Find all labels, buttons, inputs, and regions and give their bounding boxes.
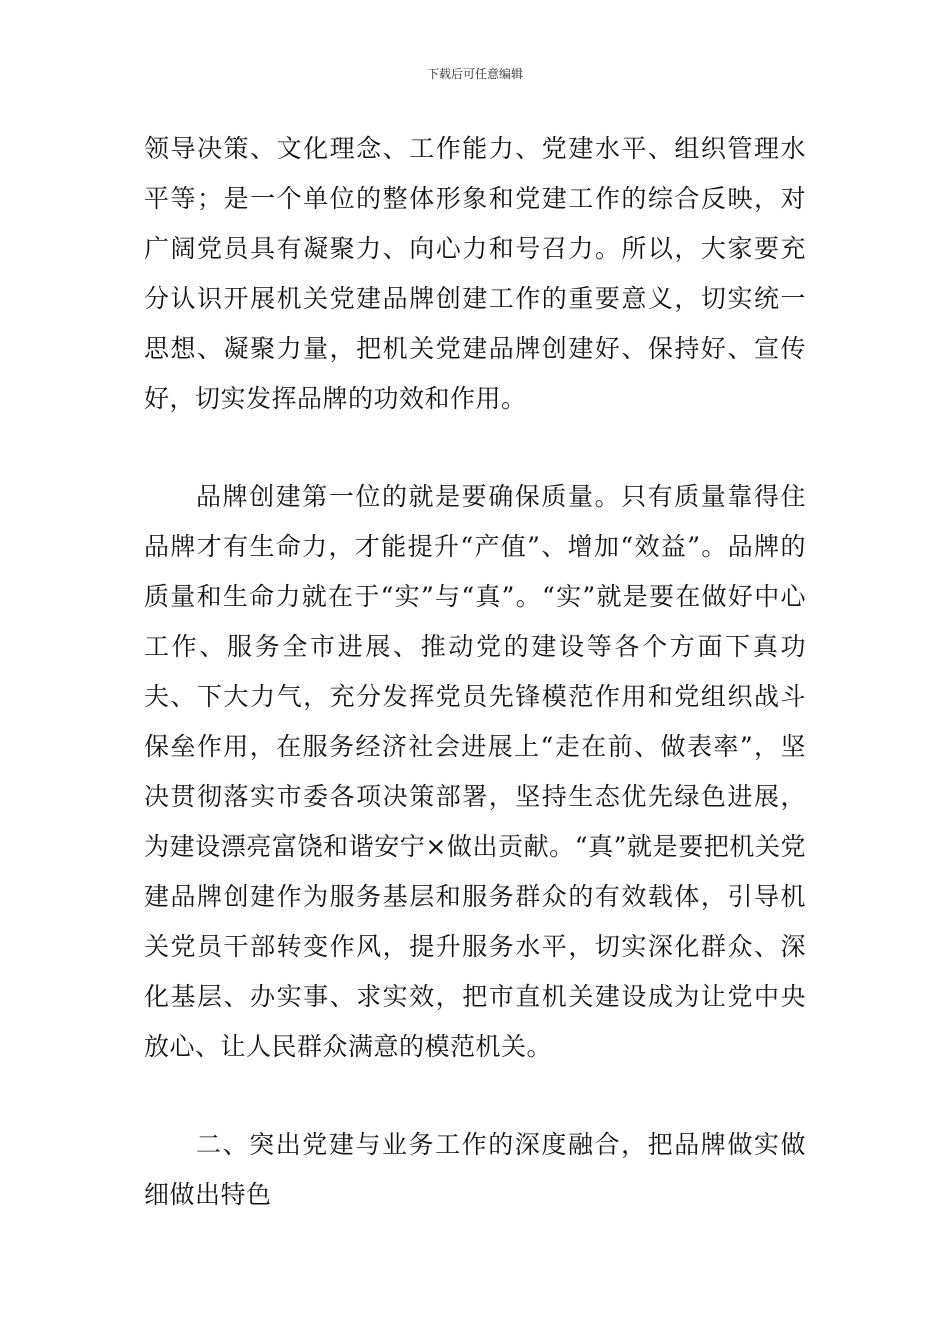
section-heading-2: 二、突出党建与业务工作的深度融合，把品牌做实做细做出特色 — [144, 1130, 806, 1209]
paragraph-1: 领导决策、文化理念、工作能力、党建水平、组织管理水平等；是一个单位的整体形象和党建工作的综合反映，对广阔党员具有凝聚力、向心力和号召力。所以，大家要充分认识开展机关党建品牌创建工作的重要意义，切实统一思想、凝聚力量，把机关党建品牌创建好、保持好、宣传好，切实发挥品牌的功效和作用。 — [144, 134, 806, 413]
page-header: 下载后可任意编辑 — [426, 67, 523, 81]
paragraph-2: 品牌创建第一位的就是要确保质量。只有质量靠得住品牌才有生命力，才能提升“产值”、增加“效益”。品牌的质量和生命力就在于“实”与“真”。“实”就是要在做好中心工作、服务全市进展、推动党的建设等各个方面下真功夫、下大力气，充分发挥党员先锋模范作用和党组织战斗保垒作用，在服务经济社会进展上“走在前、做表率”，坚决贯彻落实市委各项决策部署，坚持生态优先绿色进展，为建设漂亮富饶和谐安宁×做出贡献。“真”就是要把机关党建品牌创建作为服务基层和服务群众的有效载体，引导机关党员干部转变作风，提升服务水平，切实深化群众、深化基层、办实事、求实效，把市直机关建设成为让党中央放心、让人民群众满意的模范机关。 — [144, 482, 806, 1061]
